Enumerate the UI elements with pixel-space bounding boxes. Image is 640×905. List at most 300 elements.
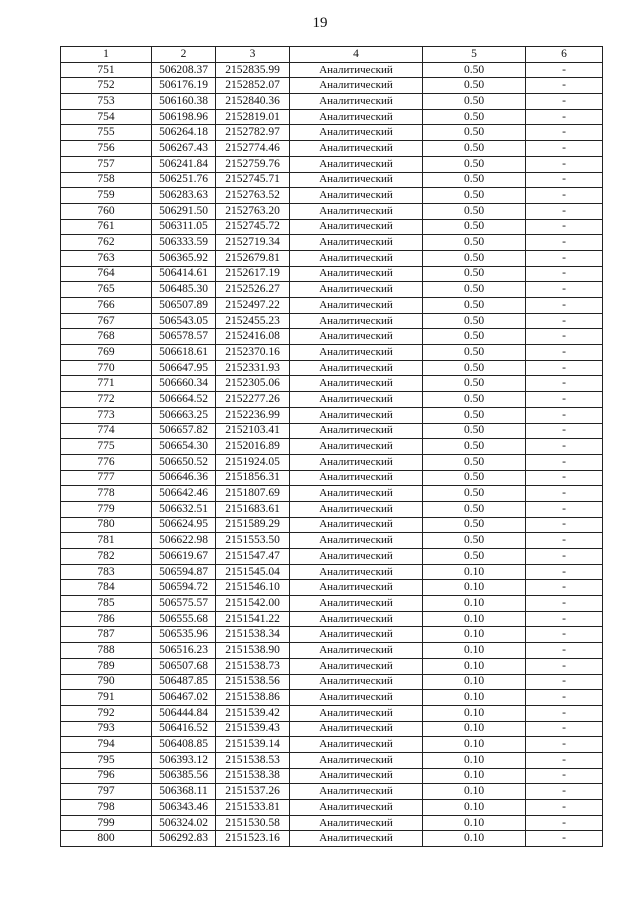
y-coordinate-cell: 2151530.58: [216, 815, 290, 831]
y-coordinate-cell: 2151541.22: [216, 611, 290, 627]
point-number-cell: 760: [61, 203, 152, 219]
table-row: [61, 203, 603, 219]
note-cell: -: [526, 831, 603, 847]
point-number-cell: 799: [61, 815, 152, 831]
coordinates-table: [60, 46, 603, 847]
accuracy-cell: 0.10: [423, 784, 526, 800]
note-cell: -: [526, 721, 603, 737]
y-coordinate-cell: 2152852.07: [216, 78, 290, 94]
method-cell: Аналитический: [290, 831, 423, 847]
point-number-cell: 766: [61, 298, 152, 314]
table-row: [61, 815, 603, 831]
accuracy-cell: 0.50: [423, 125, 526, 141]
method-cell: Аналитический: [290, 156, 423, 172]
method-cell: Аналитический: [290, 141, 423, 157]
note-cell: -: [526, 235, 603, 251]
y-coordinate-cell: 2151542.00: [216, 596, 290, 612]
point-number-cell: 792: [61, 705, 152, 721]
y-coordinate-cell: 2151539.42: [216, 705, 290, 721]
table-row: [61, 313, 603, 329]
point-number-cell: 778: [61, 486, 152, 502]
table-row: [61, 784, 603, 800]
table-row: [61, 282, 603, 298]
y-coordinate-cell: 2152819.01: [216, 109, 290, 125]
accuracy-cell: 0.50: [423, 392, 526, 408]
y-coordinate-cell: 2152416.08: [216, 329, 290, 345]
y-coordinate-cell: 2151538.38: [216, 768, 290, 784]
point-number-cell: 782: [61, 549, 152, 565]
point-number-cell: 759: [61, 188, 152, 204]
point-number-cell: 784: [61, 580, 152, 596]
x-coordinate-cell: 506487.85: [152, 674, 216, 690]
method-cell: Аналитический: [290, 768, 423, 784]
note-cell: -: [526, 815, 603, 831]
x-coordinate-cell: 506663.25: [152, 407, 216, 423]
accuracy-cell: 0.10: [423, 658, 526, 674]
y-coordinate-cell: 2152497.22: [216, 298, 290, 314]
y-coordinate-cell: 2152835.99: [216, 62, 290, 78]
point-number-cell: 770: [61, 360, 152, 376]
table-header-row: [61, 47, 603, 63]
table-row: [61, 831, 603, 847]
accuracy-cell: 0.50: [423, 282, 526, 298]
table-row: [61, 392, 603, 408]
y-coordinate-cell: 2152016.89: [216, 439, 290, 455]
note-cell: -: [526, 141, 603, 157]
table-row: [61, 298, 603, 314]
y-coordinate-cell: 2151807.69: [216, 486, 290, 502]
accuracy-cell: 0.10: [423, 768, 526, 784]
accuracy-cell: 0.50: [423, 188, 526, 204]
method-cell: Аналитический: [290, 596, 423, 612]
table-row: [61, 501, 603, 517]
accuracy-cell: 0.50: [423, 423, 526, 439]
y-coordinate-cell: 2151547.47: [216, 549, 290, 565]
x-coordinate-cell: 506311.05: [152, 219, 216, 235]
method-cell: Аналитический: [290, 188, 423, 204]
x-coordinate-cell: 506594.72: [152, 580, 216, 596]
table-row: [61, 752, 603, 768]
method-cell: Аналитический: [290, 784, 423, 800]
x-coordinate-cell: 506624.95: [152, 517, 216, 533]
accuracy-cell: 0.50: [423, 329, 526, 345]
point-number-cell: 757: [61, 156, 152, 172]
accuracy-cell: 0.10: [423, 800, 526, 816]
note-cell: -: [526, 501, 603, 517]
page-number: 19: [312, 15, 328, 31]
y-coordinate-cell: 2151538.34: [216, 627, 290, 643]
note-cell: -: [526, 454, 603, 470]
y-coordinate-cell: 2152840.36: [216, 94, 290, 110]
accuracy-cell: 0.50: [423, 376, 526, 392]
note-cell: -: [526, 596, 603, 612]
method-cell: Аналитический: [290, 345, 423, 361]
table-row: [61, 627, 603, 643]
point-number-cell: 762: [61, 235, 152, 251]
table-row: [61, 439, 603, 455]
column-header: 6: [526, 47, 603, 63]
accuracy-cell: 0.50: [423, 62, 526, 78]
point-number-cell: 751: [61, 62, 152, 78]
point-number-cell: 777: [61, 470, 152, 486]
note-cell: -: [526, 486, 603, 502]
table-row: [61, 329, 603, 345]
point-number-cell: 769: [61, 345, 152, 361]
accuracy-cell: 0.50: [423, 313, 526, 329]
note-cell: -: [526, 329, 603, 345]
point-number-cell: 797: [61, 784, 152, 800]
accuracy-cell: 0.10: [423, 674, 526, 690]
method-cell: Аналитический: [290, 109, 423, 125]
y-coordinate-cell: 2152763.20: [216, 203, 290, 219]
note-cell: -: [526, 690, 603, 706]
table-row: [61, 658, 603, 674]
point-number-cell: 776: [61, 454, 152, 470]
method-cell: Аналитический: [290, 125, 423, 141]
note-cell: -: [526, 298, 603, 314]
note-cell: -: [526, 737, 603, 753]
accuracy-cell: 0.50: [423, 345, 526, 361]
method-cell: Аналитический: [290, 486, 423, 502]
x-coordinate-cell: 506664.52: [152, 392, 216, 408]
y-coordinate-cell: 2152305.06: [216, 376, 290, 392]
method-cell: Аналитический: [290, 454, 423, 470]
table-row: [61, 737, 603, 753]
accuracy-cell: 0.50: [423, 517, 526, 533]
y-coordinate-cell: 2152277.26: [216, 392, 290, 408]
accuracy-cell: 0.50: [423, 250, 526, 266]
x-coordinate-cell: 506414.61: [152, 266, 216, 282]
point-number-cell: 774: [61, 423, 152, 439]
method-cell: Аналитический: [290, 564, 423, 580]
y-coordinate-cell: 2151533.81: [216, 800, 290, 816]
accuracy-cell: 0.50: [423, 78, 526, 94]
method-cell: Аналитический: [290, 282, 423, 298]
method-cell: Аналитический: [290, 376, 423, 392]
x-coordinate-cell: 506291.50: [152, 203, 216, 219]
table-row: [61, 188, 603, 204]
method-cell: Аналитический: [290, 549, 423, 565]
y-coordinate-cell: 2152745.71: [216, 172, 290, 188]
x-coordinate-cell: 506507.68: [152, 658, 216, 674]
point-number-cell: 793: [61, 721, 152, 737]
y-coordinate-cell: 2152331.93: [216, 360, 290, 376]
accuracy-cell: 0.10: [423, 564, 526, 580]
accuracy-cell: 0.50: [423, 439, 526, 455]
method-cell: Аналитический: [290, 250, 423, 266]
method-cell: Аналитический: [290, 219, 423, 235]
point-number-cell: 763: [61, 250, 152, 266]
table-row: [61, 219, 603, 235]
y-coordinate-cell: 2151546.10: [216, 580, 290, 596]
column-header: 3: [216, 47, 290, 63]
table-row: [61, 423, 603, 439]
y-coordinate-cell: 2151538.90: [216, 643, 290, 659]
accuracy-cell: 0.50: [423, 235, 526, 251]
table-row: [61, 360, 603, 376]
note-cell: -: [526, 392, 603, 408]
table-row: [61, 533, 603, 549]
point-number-cell: 794: [61, 737, 152, 753]
y-coordinate-cell: 2151538.86: [216, 690, 290, 706]
method-cell: Аналитический: [290, 62, 423, 78]
note-cell: -: [526, 627, 603, 643]
y-coordinate-cell: 2151539.14: [216, 737, 290, 753]
x-coordinate-cell: 506176.19: [152, 78, 216, 94]
point-number-cell: 771: [61, 376, 152, 392]
point-number-cell: 779: [61, 501, 152, 517]
method-cell: Аналитический: [290, 235, 423, 251]
method-cell: Аналитический: [290, 266, 423, 282]
note-cell: -: [526, 282, 603, 298]
method-cell: Аналитический: [290, 517, 423, 533]
point-number-cell: 767: [61, 313, 152, 329]
accuracy-cell: 0.50: [423, 407, 526, 423]
accuracy-cell: 0.50: [423, 501, 526, 517]
method-cell: Аналитический: [290, 407, 423, 423]
table-row: [61, 345, 603, 361]
table-row: [61, 172, 603, 188]
y-coordinate-cell: 2152719.34: [216, 235, 290, 251]
point-number-cell: 790: [61, 674, 152, 690]
x-coordinate-cell: 506267.43: [152, 141, 216, 157]
x-coordinate-cell: 506444.84: [152, 705, 216, 721]
y-coordinate-cell: 2151537.26: [216, 784, 290, 800]
table-row: [61, 705, 603, 721]
accuracy-cell: 0.50: [423, 470, 526, 486]
accuracy-cell: 0.50: [423, 109, 526, 125]
column-header: 1: [61, 47, 152, 63]
method-cell: Аналитический: [290, 470, 423, 486]
accuracy-cell: 0.50: [423, 141, 526, 157]
note-cell: -: [526, 439, 603, 455]
method-cell: Аналитический: [290, 815, 423, 831]
method-cell: Аналитический: [290, 627, 423, 643]
x-coordinate-cell: 506251.76: [152, 172, 216, 188]
note-cell: -: [526, 517, 603, 533]
point-number-cell: 800: [61, 831, 152, 847]
y-coordinate-cell: 2151538.53: [216, 752, 290, 768]
table-row: [61, 800, 603, 816]
method-cell: Аналитический: [290, 643, 423, 659]
table-row: [61, 266, 603, 282]
note-cell: -: [526, 800, 603, 816]
note-cell: -: [526, 611, 603, 627]
y-coordinate-cell: 2152526.27: [216, 282, 290, 298]
method-cell: Аналитический: [290, 439, 423, 455]
note-cell: -: [526, 658, 603, 674]
note-cell: -: [526, 266, 603, 282]
x-coordinate-cell: 506416.52: [152, 721, 216, 737]
x-coordinate-cell: 506543.05: [152, 313, 216, 329]
point-number-cell: 785: [61, 596, 152, 612]
table-row: [61, 407, 603, 423]
note-cell: -: [526, 188, 603, 204]
y-coordinate-cell: 2151538.73: [216, 658, 290, 674]
method-cell: Аналитический: [290, 329, 423, 345]
note-cell: -: [526, 219, 603, 235]
y-coordinate-cell: 2152617.19: [216, 266, 290, 282]
point-number-cell: 795: [61, 752, 152, 768]
y-coordinate-cell: 2151924.05: [216, 454, 290, 470]
point-number-cell: 754: [61, 109, 152, 125]
point-number-cell: 775: [61, 439, 152, 455]
x-coordinate-cell: 506622.98: [152, 533, 216, 549]
point-number-cell: 752: [61, 78, 152, 94]
accuracy-cell: 0.10: [423, 690, 526, 706]
table-row: [61, 611, 603, 627]
note-cell: -: [526, 94, 603, 110]
note-cell: -: [526, 423, 603, 439]
x-coordinate-cell: 506365.92: [152, 250, 216, 266]
accuracy-cell: 0.50: [423, 298, 526, 314]
point-number-cell: 755: [61, 125, 152, 141]
accuracy-cell: 0.10: [423, 831, 526, 847]
table-row: [61, 549, 603, 565]
table-row: [61, 674, 603, 690]
x-coordinate-cell: 506408.85: [152, 737, 216, 753]
point-number-cell: 781: [61, 533, 152, 549]
accuracy-cell: 0.10: [423, 627, 526, 643]
accuracy-cell: 0.50: [423, 486, 526, 502]
x-coordinate-cell: 506467.02: [152, 690, 216, 706]
column-header: 4: [290, 47, 423, 63]
x-coordinate-cell: 506368.11: [152, 784, 216, 800]
note-cell: -: [526, 376, 603, 392]
method-cell: Аналитический: [290, 705, 423, 721]
note-cell: -: [526, 172, 603, 188]
x-coordinate-cell: 506642.46: [152, 486, 216, 502]
x-coordinate-cell: 506393.12: [152, 752, 216, 768]
x-coordinate-cell: 506324.02: [152, 815, 216, 831]
table-row: [61, 596, 603, 612]
method-cell: Аналитический: [290, 658, 423, 674]
x-coordinate-cell: 506594.87: [152, 564, 216, 580]
method-cell: Аналитический: [290, 94, 423, 110]
y-coordinate-cell: 2152370.16: [216, 345, 290, 361]
note-cell: -: [526, 564, 603, 580]
note-cell: -: [526, 407, 603, 423]
note-cell: -: [526, 533, 603, 549]
note-cell: -: [526, 125, 603, 141]
y-coordinate-cell: 2152236.99: [216, 407, 290, 423]
x-coordinate-cell: 506516.23: [152, 643, 216, 659]
method-cell: Аналитический: [290, 800, 423, 816]
x-coordinate-cell: 506650.52: [152, 454, 216, 470]
method-cell: Аналитический: [290, 423, 423, 439]
table-row: [61, 690, 603, 706]
table-row: [61, 454, 603, 470]
x-coordinate-cell: 506632.51: [152, 501, 216, 517]
table-row: [61, 768, 603, 784]
x-coordinate-cell: 506385.56: [152, 768, 216, 784]
table-body: [61, 62, 603, 846]
method-cell: Аналитический: [290, 172, 423, 188]
x-coordinate-cell: 506283.63: [152, 188, 216, 204]
note-cell: -: [526, 470, 603, 486]
table-row: [61, 580, 603, 596]
x-coordinate-cell: 506241.84: [152, 156, 216, 172]
accuracy-cell: 0.50: [423, 94, 526, 110]
table-row: [61, 721, 603, 737]
note-cell: -: [526, 643, 603, 659]
accuracy-cell: 0.10: [423, 815, 526, 831]
note-cell: -: [526, 203, 603, 219]
point-number-cell: 773: [61, 407, 152, 423]
table-row: [61, 235, 603, 251]
note-cell: -: [526, 360, 603, 376]
x-coordinate-cell: 506292.83: [152, 831, 216, 847]
accuracy-cell: 0.10: [423, 643, 526, 659]
note-cell: -: [526, 784, 603, 800]
y-coordinate-cell: 2152782.97: [216, 125, 290, 141]
note-cell: -: [526, 345, 603, 361]
method-cell: Аналитический: [290, 580, 423, 596]
table-row: [61, 517, 603, 533]
method-cell: Аналитический: [290, 501, 423, 517]
accuracy-cell: 0.10: [423, 596, 526, 612]
point-number-cell: 765: [61, 282, 152, 298]
x-coordinate-cell: 506198.96: [152, 109, 216, 125]
y-coordinate-cell: 2152774.46: [216, 141, 290, 157]
x-coordinate-cell: 506654.30: [152, 439, 216, 455]
y-coordinate-cell: 2151538.56: [216, 674, 290, 690]
note-cell: -: [526, 580, 603, 596]
method-cell: Аналитический: [290, 674, 423, 690]
method-cell: Аналитический: [290, 313, 423, 329]
method-cell: Аналитический: [290, 298, 423, 314]
x-coordinate-cell: 506555.68: [152, 611, 216, 627]
accuracy-cell: 0.50: [423, 360, 526, 376]
accuracy-cell: 0.50: [423, 266, 526, 282]
note-cell: -: [526, 313, 603, 329]
column-header: 2: [152, 47, 216, 63]
method-cell: Аналитический: [290, 611, 423, 627]
method-cell: Аналитический: [290, 737, 423, 753]
table-row: [61, 250, 603, 266]
table-row: [61, 564, 603, 580]
x-coordinate-cell: 506535.96: [152, 627, 216, 643]
y-coordinate-cell: 2151589.29: [216, 517, 290, 533]
table-row: [61, 125, 603, 141]
point-number-cell: 791: [61, 690, 152, 706]
y-coordinate-cell: 2151856.31: [216, 470, 290, 486]
table-row: [61, 78, 603, 94]
accuracy-cell: 0.10: [423, 721, 526, 737]
note-cell: -: [526, 78, 603, 94]
x-coordinate-cell: 506485.30: [152, 282, 216, 298]
note-cell: -: [526, 250, 603, 266]
note-cell: -: [526, 768, 603, 784]
y-coordinate-cell: 2152455.23: [216, 313, 290, 329]
x-coordinate-cell: 506333.59: [152, 235, 216, 251]
method-cell: Аналитический: [290, 533, 423, 549]
method-cell: Аналитический: [290, 392, 423, 408]
method-cell: Аналитический: [290, 721, 423, 737]
point-number-cell: 783: [61, 564, 152, 580]
x-coordinate-cell: 506618.61: [152, 345, 216, 361]
table-row: [61, 156, 603, 172]
note-cell: -: [526, 705, 603, 721]
note-cell: -: [526, 156, 603, 172]
accuracy-cell: 0.50: [423, 219, 526, 235]
y-coordinate-cell: 2151539.43: [216, 721, 290, 737]
y-coordinate-cell: 2152103.41: [216, 423, 290, 439]
x-coordinate-cell: 506160.38: [152, 94, 216, 110]
table-row: [61, 643, 603, 659]
x-coordinate-cell: 506575.57: [152, 596, 216, 612]
x-coordinate-cell: 506619.67: [152, 549, 216, 565]
